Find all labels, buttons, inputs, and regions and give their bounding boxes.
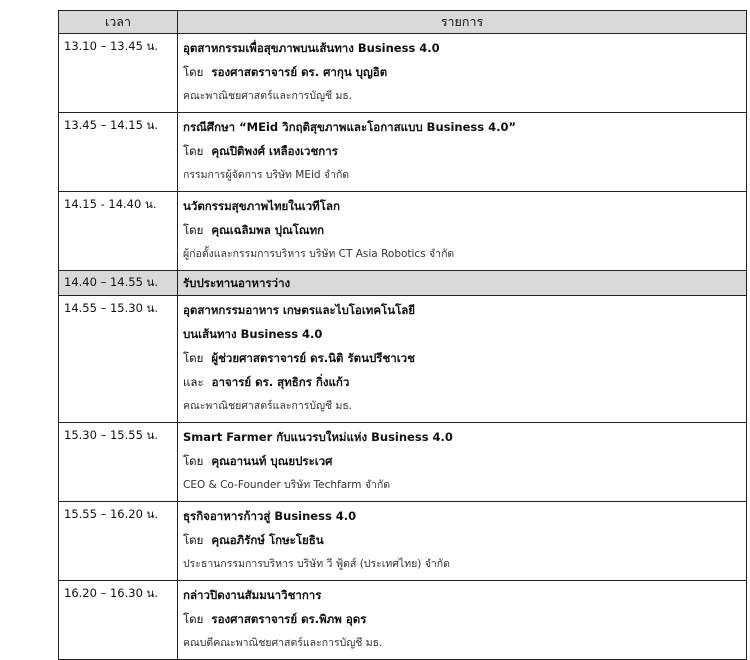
session-title: กรณีศึกษา “MEid วิกฤติสุขภาพและโอกาสแบบ Business 4.0” (183, 120, 517, 134)
speaker-affiliation: ประธานกรรมการบริหาร บริษัท วี ฟู้ดส์ (ประเทศไทย) จำกัด (183, 558, 450, 570)
speaker-prefix: และ (183, 375, 204, 389)
item-cell (178, 192, 747, 271)
agenda-row (59, 113, 747, 192)
speaker-name: อาจารย์ ดร. สุทธิกร กิ่งแก้ว (211, 375, 350, 389)
time-cell: 15.30 – 15.55 น. (59, 423, 178, 502)
time-cell: 14.15 - 14.40 น. (59, 192, 178, 271)
speaker-affiliation: กรรมการผู้จัดการ บริษัท MEid จำกัด (183, 169, 350, 181)
speaker-line (183, 140, 746, 164)
item-cell (178, 271, 747, 296)
agenda-row (59, 502, 747, 581)
speaker-affiliation: CEO & Co-Founder บริษัท Techfarm จำกัด (183, 479, 391, 491)
time-cell: 14.40 – 14.55 น. (59, 271, 178, 296)
session-title: ธุรกิจอาหารก้าวสู่ Business 4.0 (183, 509, 357, 523)
agenda-row (59, 423, 747, 502)
agenda-body (59, 34, 747, 660)
item-cell (178, 113, 747, 192)
time-cell: 13.10 – 13.45 น. (59, 34, 178, 113)
time-column-header: เวลา (59, 11, 178, 34)
session-title: อุตสาหกรรมเพื่อสุขภาพบนเส้นทาง Business 4.0 (183, 41, 440, 55)
session-title-cont: บนเส้นทาง Business 4.0 (183, 327, 323, 341)
session-title: Smart Farmer กับแนวรบใหม่แห่ง Business 4.0 (183, 430, 453, 444)
speaker-affiliation: คณะพาณิชยศาสตร์และการบัญชี มธ. (183, 400, 353, 412)
item-cell (178, 423, 747, 502)
speaker-affiliation: ผู้ก่อตั้งและกรรมการบริหาร บริษัท CT Asia Robotics จำกัด (183, 248, 455, 260)
time-cell: 15.55 – 16.20 น. (59, 502, 178, 581)
speaker-line (183, 61, 746, 85)
speaker-prefix: โดย (183, 65, 204, 79)
speaker-prefix: โดย (183, 612, 204, 626)
speaker-prefix: โดย (183, 223, 204, 237)
time-cell: 14.55 – 15.30 น. (59, 296, 178, 423)
speaker-prefix: โดย (183, 351, 204, 365)
speaker-name: ผู้ช่วยศาสตราจารย์ ดร.นิติ รัตนปรีชาเวช (211, 351, 415, 365)
speaker-line (183, 219, 746, 243)
speaker-line (183, 450, 746, 474)
speaker-prefix: โดย (183, 454, 204, 468)
time-cell: 16.20 – 16.30 น. (59, 581, 178, 660)
speaker-name: คุณอภิรักษ์ โกษะโยธิน (211, 533, 324, 547)
agenda-table (58, 10, 747, 660)
agenda-row (59, 34, 747, 113)
speaker-name: รองศาสตราจารย์ ดร.พิภพ อุดร (211, 612, 367, 626)
speaker-name: คุณเฉลิมพล ปุณโณทก (211, 223, 325, 237)
agenda-row (59, 581, 747, 660)
agenda-row (59, 192, 747, 271)
speaker-line (183, 347, 746, 371)
header-row (59, 11, 747, 34)
speaker-line (183, 529, 746, 553)
break-row (59, 271, 747, 296)
item-column-header: รายการ (178, 11, 747, 34)
session-title: อุตสาหกรรมอาหาร เกษตรและไบโอเทคโนโลยี (183, 303, 416, 317)
time-cell: 13.45 – 14.15 น. (59, 113, 178, 192)
session-title: นวัตกรรมสุขภาพไทยในเวทีโลก (183, 199, 340, 213)
speaker-line (183, 608, 746, 632)
item-cell (178, 34, 747, 113)
item-cell (178, 296, 747, 423)
break-label: รับประทานอาหารว่าง (183, 276, 291, 290)
speaker-prefix: โดย (183, 533, 204, 547)
speaker-name: รองศาสตราจารย์ ดร. ศากุน บุญอิต (211, 65, 388, 79)
speaker-name: คุณอานนท์ บุณยประเวศ (211, 454, 333, 468)
item-cell (178, 581, 747, 660)
speaker-line (183, 371, 746, 395)
speaker-affiliation: คณบดีคณะพาณิชยศาสตร์และการบัญชี มธ. (183, 637, 383, 649)
agenda-row (59, 296, 747, 423)
speaker-name: คุณปิติพงศ์ เหลืองเวชการ (211, 144, 338, 158)
speaker-prefix: โดย (183, 144, 204, 158)
session-title: กล่าวปิดงานสัมมนาวิชาการ (183, 588, 322, 602)
speaker-affiliation: คณะพาณิชยศาสตร์และการบัญชี มธ. (183, 90, 353, 102)
item-cell (178, 502, 747, 581)
